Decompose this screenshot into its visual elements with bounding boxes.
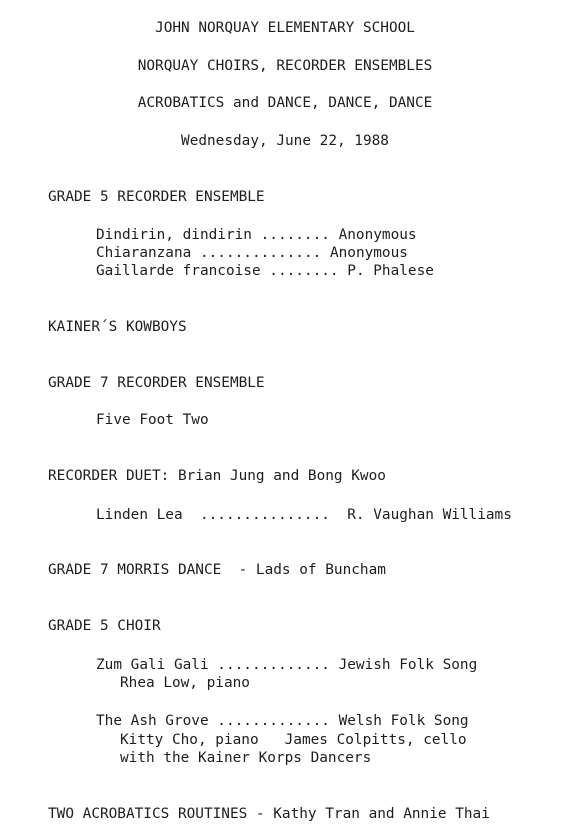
piece-title: Five Foot Two bbox=[96, 412, 209, 428]
composer: Jewish Folk Song bbox=[338, 657, 478, 673]
section-heading-grade5-choir: GRADE 5 CHOIR bbox=[48, 618, 161, 634]
dot-leader: ............. bbox=[208, 713, 330, 729]
program-entry bbox=[96, 712, 469, 730]
piece-title: Gaillarde francoise bbox=[96, 263, 261, 279]
section-heading-grade7-recorder: GRADE 7 RECORDER ENSEMBLE bbox=[48, 375, 265, 391]
composer: R. Vaughan Williams bbox=[347, 507, 512, 523]
program-entry bbox=[96, 226, 417, 244]
school-name: JOHN NORQUAY ELEMENTARY SCHOOL bbox=[155, 20, 415, 36]
section-heading-acrobatics: TWO ACROBATICS ROUTINES - Kathy Tran and Annie Thai bbox=[48, 806, 490, 822]
piece-title: Linden Lea bbox=[96, 507, 183, 523]
event-date: Wednesday, June 22, 1988 bbox=[181, 133, 389, 149]
performer-credit: Rhea Low, piano bbox=[120, 675, 250, 691]
dancers-credit: with the Kainer Korps Dancers bbox=[120, 750, 372, 766]
program-entry bbox=[96, 244, 408, 262]
section-heading-kowboys: KAINER´S KOWBOYS bbox=[48, 319, 187, 335]
dot-leader: ........ bbox=[251, 227, 330, 243]
performer-credit: Kitty Cho, piano James Colpitts, cello bbox=[120, 732, 467, 748]
composer: Anonymous bbox=[338, 227, 417, 243]
piece-title: Zum Gali Gali bbox=[96, 657, 209, 673]
program-entry bbox=[96, 656, 477, 674]
piece-title: Chiaranzana bbox=[96, 245, 192, 261]
composer: Anonymous bbox=[329, 245, 408, 261]
dot-leader: ............... bbox=[182, 507, 330, 523]
piece-title: The Ash Grove bbox=[96, 713, 209, 729]
program-entry bbox=[96, 506, 512, 524]
subtitle-acrobatics: ACROBATICS and DANCE, DANCE, DANCE bbox=[137, 95, 433, 111]
program-entry bbox=[96, 262, 434, 280]
section-heading-morris-dance: GRADE 7 MORRIS DANCE - Lads of Buncham bbox=[48, 562, 386, 578]
composer: P. Phalese bbox=[347, 263, 434, 279]
composer: Welsh Folk Song bbox=[338, 713, 469, 729]
dot-leader: ............. bbox=[208, 657, 330, 673]
section-heading-grade5-recorder: GRADE 5 RECORDER ENSEMBLE bbox=[48, 189, 265, 205]
section-heading-duet: RECORDER DUET: Brian Jung and Bong Kwoo bbox=[48, 468, 386, 484]
dot-leader: .............. bbox=[191, 245, 322, 261]
subtitle-choirs: NORQUAY CHOIRS, RECORDER ENSEMBLES bbox=[137, 58, 433, 74]
dot-leader: ........ bbox=[260, 263, 339, 279]
piece-title: Dindirin, dindirin bbox=[96, 227, 252, 243]
